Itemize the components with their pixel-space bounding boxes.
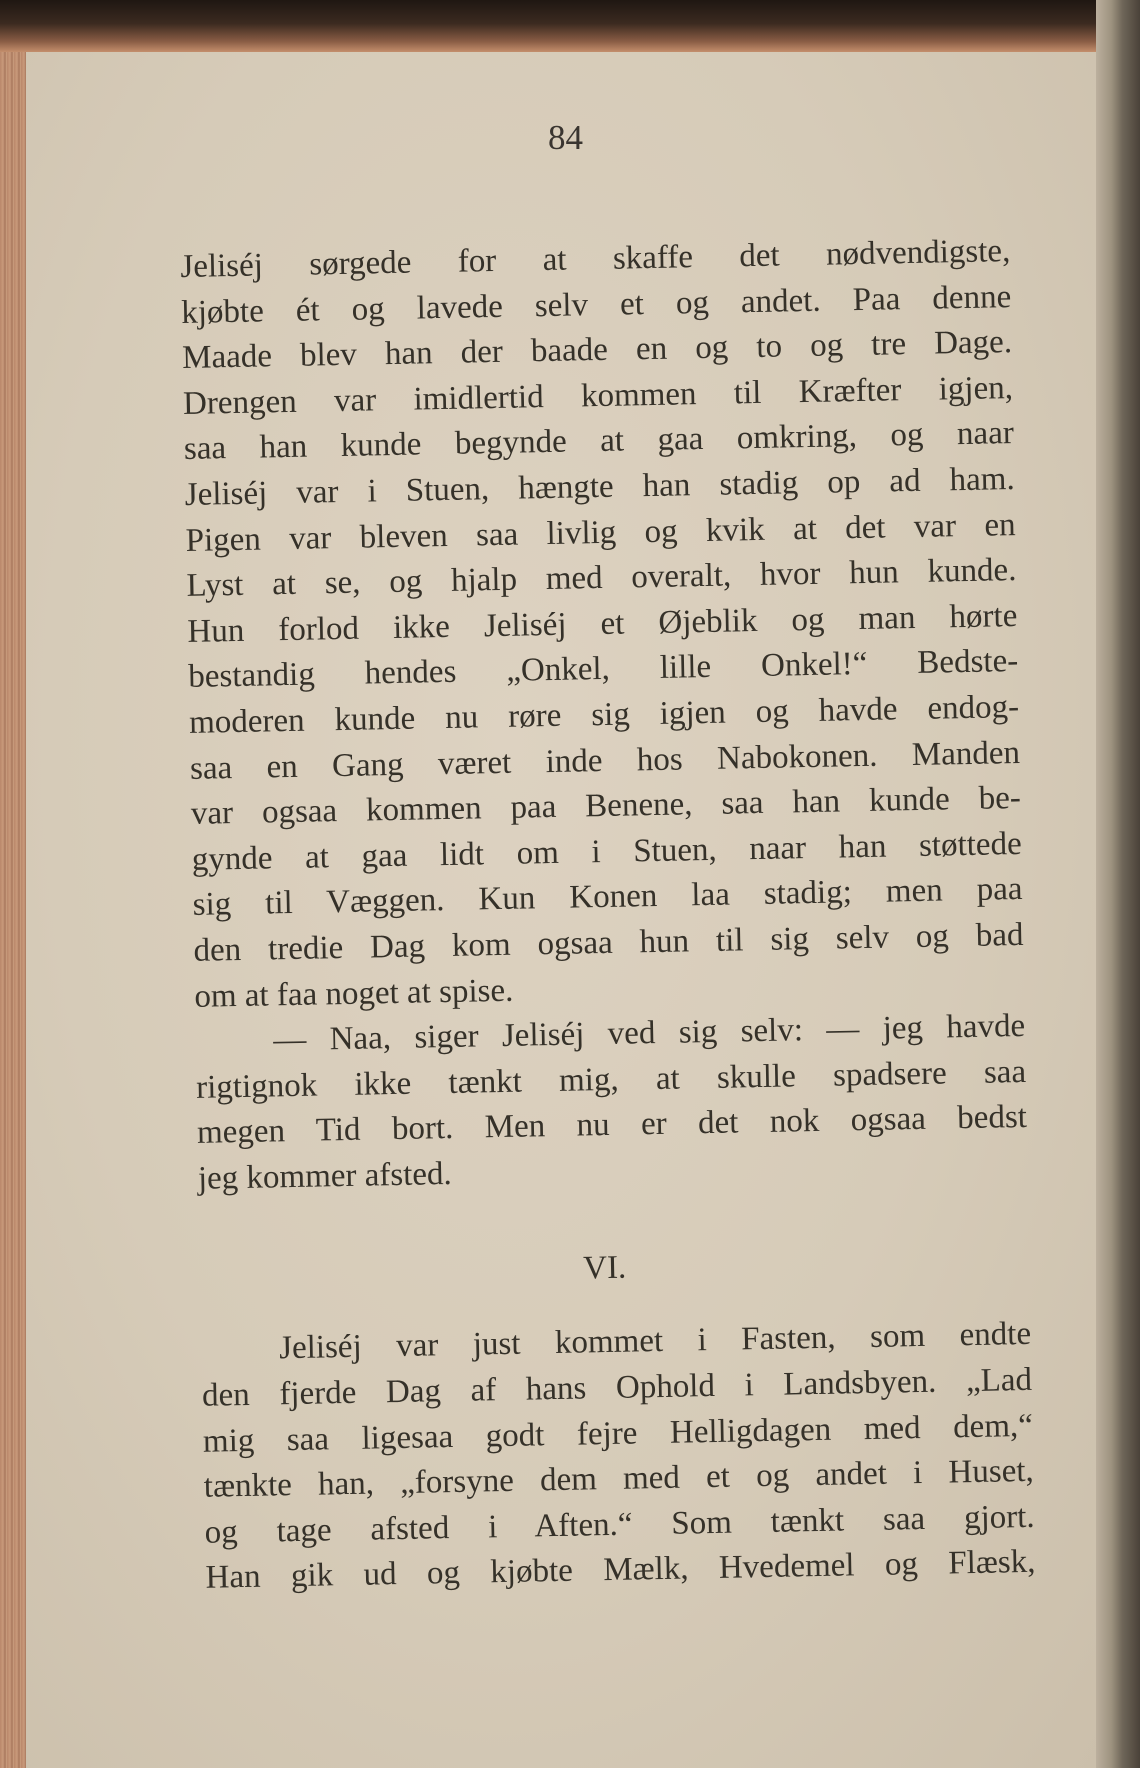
text-line: Maade blev han der baade en og to og tre Dage. bbox=[181, 324, 1013, 377]
text-line: Jeliséj var i Stuen, hængte han stadig op ad ham. bbox=[184, 460, 1015, 513]
text-line: om at faa noget at spise. bbox=[194, 972, 514, 1015]
text-line: den fjerde Dag af hans Ophold i Landsbyen. „Lad bbox=[201, 1361, 1033, 1414]
text-line: den tredie Dag kom ogsaa hun til sig selv og bad bbox=[193, 916, 1024, 969]
text-line: var ogsaa kommen paa Benene, saa han kunde be- bbox=[190, 780, 1022, 833]
text-line: Jeliséj var just kommet i Fasten, som endte bbox=[278, 1316, 1032, 1367]
text-line: sig til Væggen. Kun Konen laa stadig; men paa bbox=[192, 871, 1023, 924]
section-heading: VI. bbox=[582, 1250, 627, 1287]
text-line: kjøbte ét og lavede selv et og andet. Paa denne bbox=[180, 278, 1012, 331]
text-line: Lyst at se, og hjalp med overalt, hvor hun kunde. bbox=[186, 552, 1017, 605]
text-line: saa en Gang været inde hos Nabokonen. Manden bbox=[189, 734, 1021, 787]
book-spine-shadow bbox=[1096, 0, 1140, 1768]
text-line: tænkte han, „forsyne dem med et og andet i Huset, bbox=[203, 1453, 1035, 1506]
text-line: og tage afsted i Aften.“ Som tænkt saa gjort. bbox=[204, 1498, 1035, 1551]
text-line: jeg kommer afsted. bbox=[197, 1155, 453, 1197]
page-body-text bbox=[180, 229, 1036, 1602]
text-line: Hun forlod ikke Jeliséj et Øjeblik og man hørte bbox=[187, 597, 1018, 650]
book-left-page-edges bbox=[0, 52, 26, 1768]
text-line: mig saa ligesaa godt fejre Helligdagen med dem,“ bbox=[202, 1407, 1034, 1460]
text-line: megen Tid bort. Men nu er det nok ogsaa bedst bbox=[196, 1099, 1028, 1152]
text-line: moderen kunde nu røre sig igjen og havde endog- bbox=[188, 688, 1020, 741]
text-line: Jeliséj sørgede for at skaffe det nødvendigste, bbox=[180, 233, 1011, 285]
book-top-edge bbox=[0, 0, 1140, 52]
text-line: bestandig hendes „Onkel, lille Onkel!“ Bedste- bbox=[187, 643, 1019, 696]
text-line: Pigen var bleven saa livlig og kvik at det var en bbox=[185, 506, 1016, 559]
text-line: gynde at gaa lidt om i Stuen, naar han støttede bbox=[191, 825, 1022, 878]
text-line: Han gik ud og kjøbte Mælk, Hvedemel og Flæsk, bbox=[205, 1544, 1036, 1597]
text-line: rigtignok ikke tænkt mig, at skulle spadsere saa bbox=[195, 1053, 1027, 1106]
text-line: Drengen var imidlertid kommen til Kræfter igjen, bbox=[182, 369, 1014, 422]
text-line: saa han kunde begynde at gaa omkring, og naar bbox=[183, 415, 1015, 468]
text-line: — Naa, siger Jeliséj ved sig selv: — jeg havde bbox=[272, 1008, 1026, 1059]
page-number: 84 bbox=[548, 118, 583, 157]
